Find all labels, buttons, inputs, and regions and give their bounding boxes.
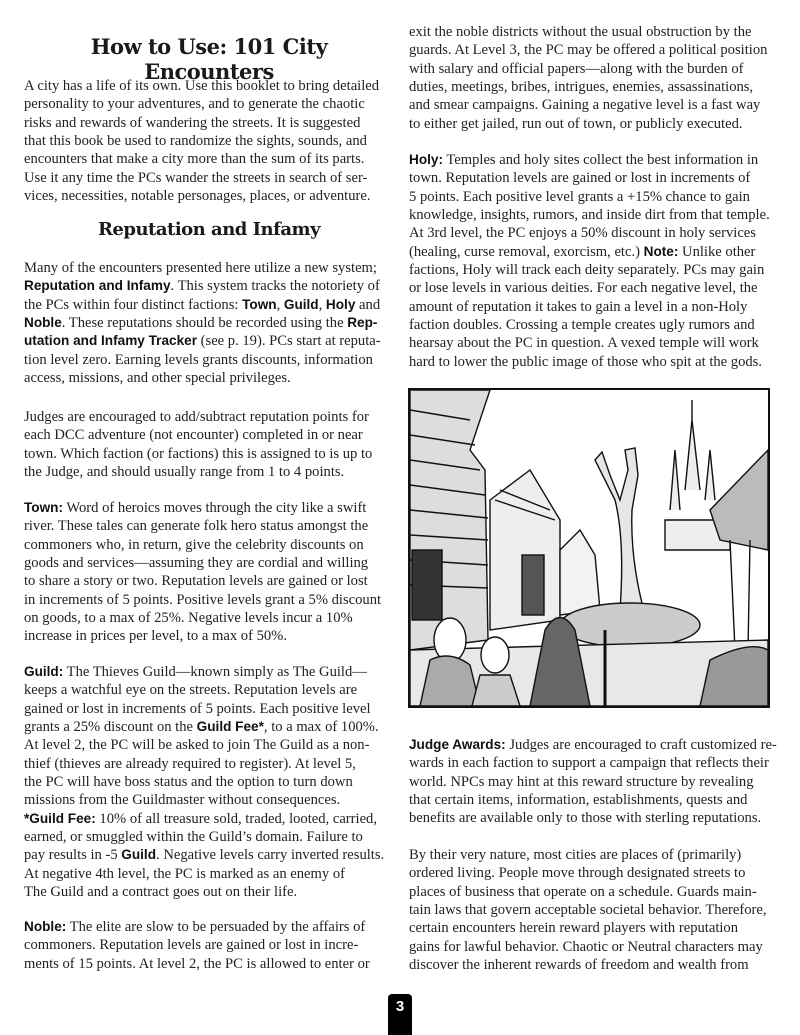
text-line (409, 938, 767, 956)
text-line (24, 277, 381, 295)
page-number: 3 (388, 994, 412, 1035)
bold-term: Guild (283, 296, 319, 312)
bold-term: Town: (24, 500, 64, 515)
text-line (409, 78, 767, 96)
text-line (24, 187, 379, 205)
text-run: and (355, 296, 381, 313)
text-run: hearsay about the PC in question. A vexed temple will work (409, 335, 759, 352)
text-line (24, 95, 379, 113)
text-run: ments of 15 points. At level 2, the PC is allowed to enter or (24, 955, 370, 972)
text-line (24, 810, 384, 828)
bold-term: Reputation and Infamy (24, 278, 171, 294)
text-line (24, 445, 372, 463)
text-line (24, 791, 384, 809)
text-run: gains for lawful behavior. Chaotic or Neutral characters may (409, 938, 763, 955)
text-run: town. Which faction (or factions) this is assigned to is up to (24, 445, 373, 462)
text-line (409, 41, 767, 59)
city-illustration (408, 388, 770, 708)
text-line (24, 169, 379, 187)
text-run: the Judge, and should usually range from 1 to 4 points. (24, 464, 345, 481)
text-run: hard to lower the public image of those who spit at the gods. (409, 353, 763, 370)
text-run: Use it any time the PCs wander the streets in search of ser- (24, 169, 368, 186)
bold-term: Noble: (24, 919, 67, 934)
text-run: or lose levels in various deities. For each negative level, the (409, 280, 758, 297)
text-run: Temples and holy sites collect the best information in (442, 152, 759, 168)
text-line (24, 572, 381, 590)
text-run: . This system tracks the notoriety of (170, 278, 380, 295)
text-run: . These reputations should be recorded using the (61, 315, 348, 332)
text-line (24, 150, 379, 168)
text-line (409, 279, 770, 297)
text-line (24, 426, 372, 444)
text-line (24, 259, 381, 277)
text-line (24, 536, 381, 554)
text-run: commoners. Reputation levels are gained or lost in incre- (24, 937, 359, 954)
text-line (24, 736, 384, 754)
text-line (24, 351, 381, 369)
text-line (24, 332, 381, 350)
bold-term: Guild: (24, 664, 64, 679)
text-line (409, 791, 777, 809)
text-line (409, 919, 767, 937)
text-run: tain laws that govern acceptable societal behavior. Therefore, (409, 902, 767, 919)
text-line (409, 901, 767, 919)
page-title: How to Use: 101 City Encounters (90, 34, 328, 84)
text-run: Judges are encouraged to add/subtract reputation points for (24, 409, 369, 425)
text-line (409, 243, 770, 261)
text-line (409, 261, 770, 279)
text-run: encounters that make a city more than the sum of its parts. (24, 151, 365, 168)
text-line (24, 918, 370, 936)
text-line (24, 700, 384, 718)
city-nature-paragraph (409, 846, 767, 974)
text-run: The Guild and a contract goes out on their life. (24, 884, 298, 901)
text-line (409, 883, 767, 901)
text-run: Many of the encounters presented here utilize a new system; (24, 260, 377, 276)
text-run: (see p. 19). PCs start at reputa- (197, 333, 381, 350)
text-line (24, 132, 379, 150)
bold-term: Note: (643, 243, 679, 259)
text-run: 5 points. Each positive level grants a +15% chance to gain (409, 188, 750, 205)
text-run: At level 2, the PC will be asked to join The Guild as a non- (24, 737, 370, 754)
text-line (24, 755, 384, 773)
text-run: At negative 4th level, the PC is marked as an enemy of (24, 865, 345, 882)
bold-term: *Guild Fee: (24, 810, 96, 826)
text-run: access, missions, and other special privileges. (24, 370, 291, 387)
bold-term: Holy: (409, 152, 443, 167)
text-line (24, 883, 384, 901)
text-line (24, 773, 384, 791)
text-line (24, 681, 384, 699)
text-line (409, 846, 767, 864)
text-run: tion level zero. Earning levels grants discounts, information (24, 351, 373, 368)
text-run: wards in each faction to support a campaign that reflects their (409, 755, 769, 772)
text-run: , (276, 296, 284, 313)
text-run: personality to your adventures, and to generate the chaotic (24, 96, 365, 113)
text-line (24, 314, 381, 332)
text-line (24, 627, 381, 645)
text-run: exit the noble districts without the usual obstruction by the (409, 24, 752, 40)
noble-paragraph (24, 918, 370, 973)
text-line (24, 865, 384, 883)
text-line (409, 864, 767, 882)
text-line (409, 316, 770, 334)
text-run: goods and services—assuming they are cordial and willing (24, 555, 369, 572)
text-line (24, 296, 381, 314)
text-line (24, 955, 370, 973)
text-run: 10% of all treasure sold, traded, looted, carried, (95, 810, 377, 827)
text-run: By their very nature, most cities are places of (primarily) (409, 847, 742, 863)
text-run: that this book be used to randomize the sights, sounds, and (24, 133, 367, 150)
text-line (409, 773, 777, 791)
bold-term: Town (242, 296, 277, 312)
reputation-paragraph (24, 259, 381, 387)
intro-paragraph (24, 77, 379, 205)
text-run: duties, meetings, bribes, intrigues, enemies, assassinations, (409, 79, 754, 96)
text-run: benefits are available only to those with sterling reputations. (409, 810, 762, 827)
text-line (409, 96, 767, 114)
text-run: Word of heroics moves through the city like a swift (63, 500, 367, 516)
bold-term: Holy (325, 296, 356, 312)
text-run: A city has a life of its own. Use this booklet to bring detailed (24, 78, 380, 94)
text-run: earned, or smuggled within the Guild’s domain. Failure to (24, 829, 363, 846)
noble-paragraph-continued (409, 23, 767, 133)
text-line (24, 77, 379, 95)
text-line (24, 499, 381, 517)
text-line (24, 663, 384, 681)
bold-term: Rep- (347, 315, 378, 331)
text-run: missions from the Guildmaster without consequences. (24, 792, 341, 809)
text-run: factions, Holy will track each deity separately. PCs may gain (409, 262, 765, 279)
text-run: certain encounters herein reward players with reputation (409, 920, 739, 937)
text-run: to share a story or two. Reputation levels are gained or lost (24, 573, 368, 590)
text-line (409, 736, 777, 754)
text-line (24, 408, 372, 426)
text-run: places of business that operate on a schedule. Guards main- (409, 883, 757, 900)
text-run: commoners who, in return, give the celebrity discounts on (24, 536, 364, 553)
text-run: town. Reputation levels are gained or lost in increments of (409, 170, 751, 187)
guild-paragraph (24, 663, 384, 901)
text-line (409, 151, 770, 169)
text-run: that certain items, information, establishments, quests and (409, 792, 748, 809)
holy-paragraph (409, 151, 770, 371)
text-line (24, 828, 384, 846)
text-line (24, 554, 381, 572)
section-heading-reputation: Reputation and Infamy (97, 219, 321, 240)
text-line (409, 298, 770, 316)
text-line (409, 206, 770, 224)
text-line (409, 956, 767, 974)
text-run: guards. At Level 3, the PC may be offered a political position (409, 42, 768, 59)
bold-term: Noble (24, 315, 62, 331)
text-run: Unlike other (678, 243, 756, 260)
text-line (409, 188, 770, 206)
text-run: knowledge, insights, rumors, and inside dirt from that temple. (409, 207, 770, 224)
city-square-drawing (410, 390, 768, 706)
text-line (409, 23, 767, 41)
text-run: The elite are slow to be persuaded by the affairs of (66, 919, 366, 935)
text-run: on goods, to a max of 25%. Negative levels incur a 10% (24, 610, 353, 627)
text-run: The Thieves Guild—known simply as The Guild— (63, 664, 367, 680)
text-run: increase in prices per level, to a max of 50%. (24, 628, 287, 645)
text-run: the PCs within four distinct factions: (24, 296, 243, 313)
bold-term: Judge Awards: (409, 737, 506, 752)
text-line (24, 463, 372, 481)
text-line (409, 754, 777, 772)
text-run: discover the inherent rewards of freedom and wealth from (409, 957, 749, 974)
text-run: faction doubles. Crossing a temple creates ugly rumors and (409, 317, 755, 334)
text-line (24, 936, 370, 954)
text-run: to either get jailed, run out of town, or publicly executed. (409, 115, 743, 132)
text-run: world. NPCs may hint at this reward structure by revealing (409, 773, 754, 790)
text-line (24, 718, 384, 736)
bold-term: utation and Infamy Tracker (24, 333, 197, 349)
text-line (409, 115, 767, 133)
text-line (24, 114, 379, 132)
text-line (24, 609, 381, 627)
text-line (409, 169, 770, 187)
text-line (409, 60, 767, 78)
text-run: grants a 25% discount on the (24, 719, 197, 736)
text-run: thief (thieves are already required to register). At level 5, (24, 755, 356, 772)
text-run: gained or lost in increments of 5 points. Each positive level (24, 700, 371, 717)
bold-term: Guild (121, 847, 157, 863)
text-run: risks and rewards of wandering the streets. It is suggested (24, 114, 361, 131)
text-run: each DCC adventure (not encounter) completed in or near (24, 427, 363, 444)
text-run: , (318, 296, 326, 313)
bold-term: Guild Fee* (196, 719, 264, 735)
text-run: the PC will have boss status and the option to turn down (24, 774, 353, 791)
text-run: Judges are encouraged to craft customized re- (505, 737, 777, 753)
text-run: ordered living. People move through designated streets to (409, 865, 746, 882)
text-line (409, 224, 770, 242)
text-line (409, 809, 777, 827)
text-line (24, 591, 381, 609)
judge-awards-paragraph (409, 736, 777, 828)
text-line (24, 846, 384, 864)
text-run: amount of reputation it takes to gain a level in a non-Holy (409, 298, 748, 315)
text-run: with salary and official papers—along with the burden of (409, 60, 744, 77)
text-line (409, 334, 770, 352)
text-run: in increments of 5 points. Positive levels grant a 5% discount (24, 591, 382, 608)
text-line (409, 353, 770, 371)
text-run: (healing, curse removal, exorcism, etc.) (409, 243, 644, 260)
town-paragraph (24, 499, 381, 646)
text-line (24, 517, 381, 535)
text-run: At 3rd level, the PC enjoys a 50% discount in holy services (409, 225, 756, 242)
text-run: vices, necessities, notable personages, places, or adventure. (24, 188, 371, 205)
text-run: . Negative levels carry inverted results. (156, 847, 385, 864)
text-run: , to a max of 100%. (263, 719, 379, 736)
text-run: pay results in -5 (24, 847, 122, 864)
judges-paragraph (24, 408, 372, 481)
text-run: keeps a watchful eye on the streets. Reputation levels are (24, 682, 358, 699)
text-line (24, 369, 381, 387)
text-run: and smear campaigns. Gaining a negative level is a fast way (409, 97, 761, 114)
text-run: river. These tales can generate folk hero status amongst the (24, 518, 369, 535)
